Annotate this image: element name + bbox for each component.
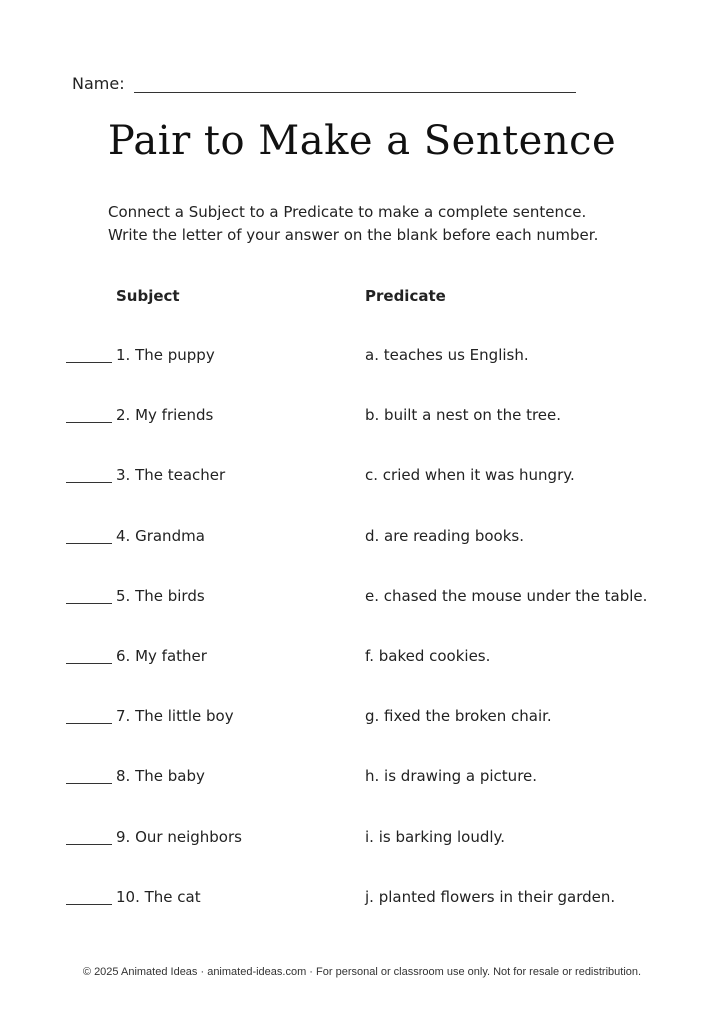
predicate-item: g. fixed the broken chair.: [365, 707, 552, 726]
subject-item: 9. Our neighbors: [116, 827, 242, 846]
predicate-item: a. teaches us English.: [365, 346, 529, 364]
predicate-header: Predicate: [365, 287, 446, 305]
matching-row: [0, 767, 724, 791]
subject-header: Subject: [116, 287, 180, 305]
subject-item: 8. The baby: [116, 767, 205, 786]
answer-blank[interactable]: [66, 904, 112, 905]
subject-item: 4. Grandma: [116, 526, 205, 545]
matching-row: [0, 647, 724, 671]
subject-item: 5. The birds: [116, 586, 205, 605]
matching-row: [0, 888, 724, 912]
matching-row: [0, 828, 724, 852]
answer-blank[interactable]: [66, 723, 112, 724]
predicate-item: f. baked cookies.: [365, 647, 491, 665]
instruction-line-2: Write the letter of your answer on the blank before each number.: [108, 226, 599, 244]
name-label: Name:: [72, 74, 125, 93]
subject-item: 6. My father: [116, 647, 207, 665]
matching-row: [0, 707, 724, 731]
instruction-line-1: Connect a Subject to a Predicate to make a complete sentence.: [108, 203, 587, 221]
predicate-item: e. chased the mouse under the table.: [365, 586, 648, 605]
matching-row: [0, 466, 724, 490]
matching-row: [0, 406, 724, 430]
subject-item: 7. The little boy: [116, 707, 234, 726]
predicate-item: i. is barking loudly.: [365, 827, 506, 846]
predicate-item: h. is drawing a picture.: [365, 767, 538, 786]
subject-item: 2. My friends: [116, 406, 214, 425]
answer-blank[interactable]: [66, 663, 112, 664]
answer-blank[interactable]: [66, 783, 112, 784]
subject-item: 10. The cat: [116, 887, 201, 906]
predicate-item: d. are reading books.: [365, 526, 524, 545]
subject-item: 1. The puppy: [116, 346, 215, 364]
predicate-item: c. cried when it was hungry.: [365, 466, 575, 485]
matching-row: [0, 527, 724, 551]
answer-blank[interactable]: [66, 422, 112, 423]
footer-copyright: © 2025 Animated Ideas · animated-ideas.com · For personal or classroom use only. Not for resale or redistribution.: [82, 966, 642, 978]
answer-blank[interactable]: [66, 362, 112, 363]
matching-row: [0, 346, 724, 370]
matching-row: [0, 587, 724, 611]
answer-blank[interactable]: [66, 603, 112, 604]
name-input-line[interactable]: [134, 92, 576, 93]
predicate-item: j. planted flowers in their garden.: [365, 887, 616, 906]
answer-blank[interactable]: [66, 844, 112, 845]
answer-blank[interactable]: [66, 482, 112, 483]
subject-item: 3. The teacher: [116, 466, 226, 485]
worksheet-title: Pair to Make a Sentence: [107, 118, 617, 164]
predicate-item: b. built a nest on the tree.: [365, 406, 562, 425]
answer-blank[interactable]: [66, 543, 112, 544]
